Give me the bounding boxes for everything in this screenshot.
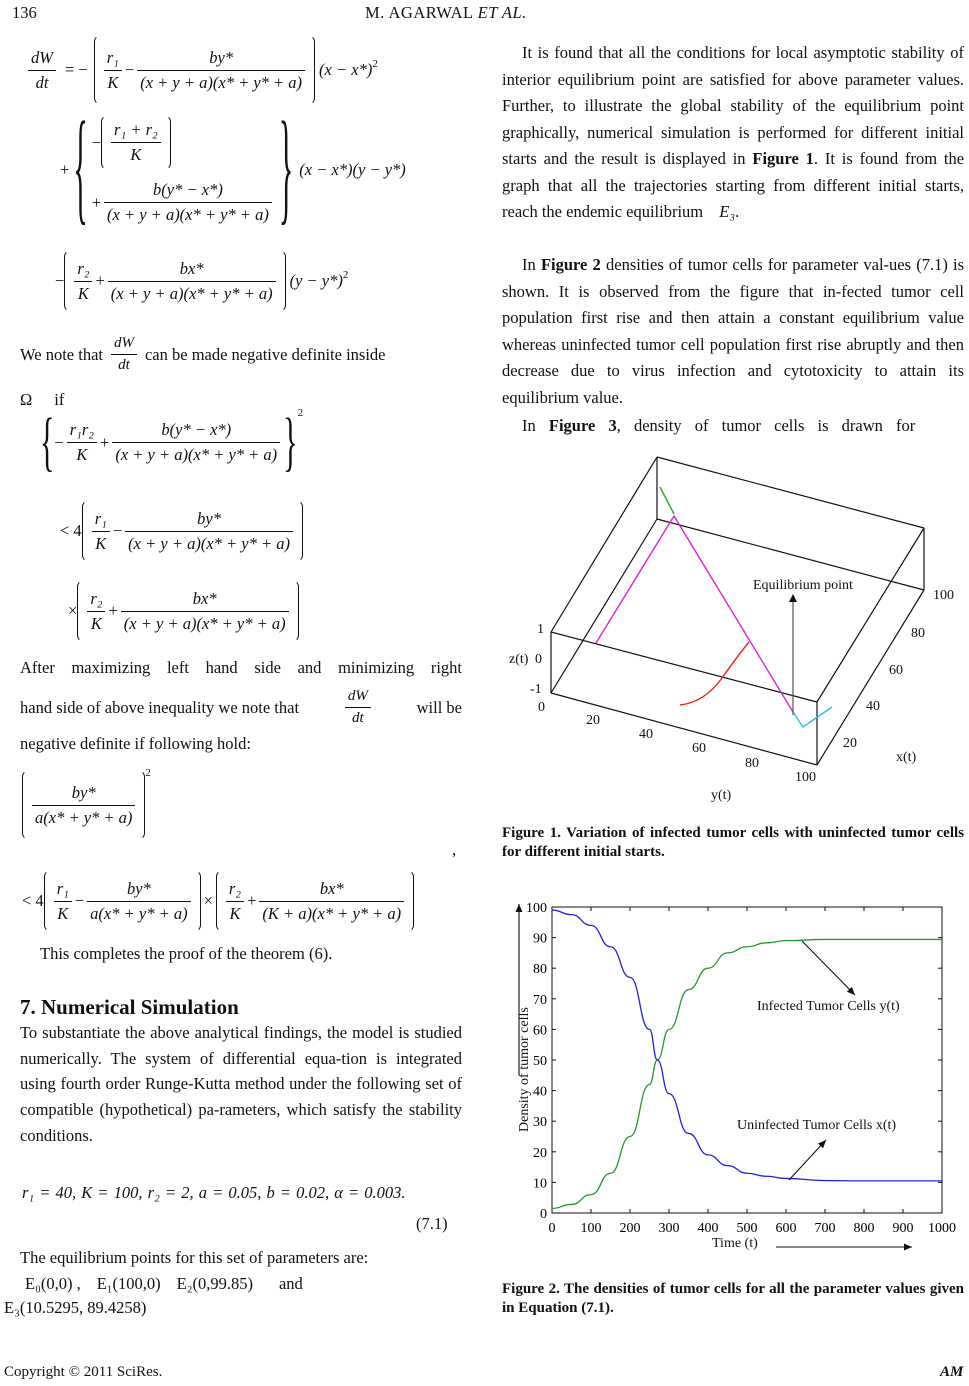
et-al: ET AL. — [477, 3, 527, 22]
equilibrium-label: Equilibrium point — [753, 578, 853, 593]
z-tick: 0 — [535, 652, 542, 667]
z-axis-label: z(t) — [509, 652, 529, 667]
y-tick: 100 — [795, 770, 816, 785]
annotation-infected: Infected Tumor Cells y(t) — [757, 999, 900, 1014]
parameter-values: r₁ = 40, K = 100, r₂ = 2, a = 0.05, b = 0.02, α = 0.003. — [22, 1183, 406, 1202]
y-tick: 60 — [692, 741, 706, 756]
x-tick-label: 600 — [775, 1221, 797, 1236]
after-line3: negative definite if following hold: — [20, 734, 251, 753]
y-tick-label: 50 — [533, 1054, 547, 1069]
annotation-arrow-infected — [802, 941, 855, 995]
figure3-link[interactable]: Figure 3 — [548, 416, 617, 435]
after-line1: After maximizing left hand side and minimizing right — [20, 658, 462, 677]
figure2-caption: Figure 2. The densities of tumor cells for all the parameter values given in Equation (7.1). — [502, 1281, 964, 1316]
y-tick-label: 70 — [533, 992, 547, 1008]
x-tick-label: 800 — [853, 1221, 875, 1236]
inequality-line1: { − $\frac{\text{r₁r₂}}{K}$ + $\frac{b(y* - x*)}{(x + y + a)(x* + y* + a)}$ } 2 — [40, 405, 304, 478]
y-tick-label: 60 — [533, 1023, 547, 1039]
annotation-uninfected: Uninfected Tumor Cells x(t) — [737, 1118, 897, 1133]
equilibrium-points: E₀(0,0) , E₁(100,0) E₂(0,99.85) and — [25, 1274, 303, 1293]
plot-frame — [552, 907, 942, 1213]
figure1-caption: Figure 1. Variation of infected tumor cells with uninfected tumor cells for different initial starts. — [502, 825, 964, 860]
footer-copyright: Copyright © 2011 SciRes. — [4, 1364, 163, 1380]
point-E3: E₃(10.5295, 89.4258) — [4, 1298, 147, 1317]
x-axis-label: x(t) — [896, 750, 917, 765]
y-tick-label: 20 — [533, 1145, 547, 1161]
authors: M. AGARWAL — [365, 3, 473, 22]
x-tick-label: 200 — [619, 1221, 641, 1236]
x-tick-label: 400 — [697, 1221, 719, 1236]
paragraph-figure3: In Figure 3, density of tumor cells is drawn for — [522, 416, 916, 435]
y-tick-label: 100 — [526, 901, 547, 916]
x-axis-direction-arrow-head — [904, 1244, 912, 1251]
x-tick-label: 0 — [548, 1221, 556, 1236]
x-tick-label: 300 — [658, 1221, 680, 1236]
y-tick-label: 10 — [533, 1176, 547, 1192]
equation-dwdt-line1: $\frac{dW}{dt}$ = − $\frac{\text{r₁}}{K}$ − $\frac{by*}{(x + y + a)(x* + y* + a)}$ (x − x*) 2 — [25, 35, 378, 105]
condition-line1: $\frac{by*}{a(x* + y* + a)}$ 2 — [22, 770, 151, 840]
equation-number: (7.1) — [416, 1214, 448, 1233]
z-tick: 1 — [537, 622, 544, 637]
y-tick-label: 30 — [533, 1115, 547, 1131]
x-tick-label: 1000 — [928, 1221, 956, 1236]
paragraph-stability: It is found that all the conditions for local asymptotic stability of interior equilibrium point are satisfied for above parameter values. Further, to illustrate the global stability of the equilibrium point graphically, numerical simulation is performed for different initial starts and the result is displayed in Figure 1. It is found from the graph that all the trajectories starting from different initial starts, reach the endemic equilibrium E₃. — [502, 43, 965, 221]
y-tick: 0 — [538, 700, 545, 715]
y-axis-title: Density of tumor cells — [517, 1007, 532, 1132]
x-tick-label: 900 — [892, 1221, 914, 1236]
y-tick: 40 — [639, 727, 653, 742]
y-axis-label: y(t) — [711, 788, 732, 803]
omega-if: Ω if — [20, 390, 65, 409]
section-title: 7. Numerical Simulation — [20, 995, 239, 1019]
after-line2: hand side of above inequality we note that $\frac{dW}{dt}$ will be — [20, 688, 462, 726]
point-E0: E₀(0,0) , — [25, 1274, 81, 1293]
y-tick-label: 40 — [533, 1084, 547, 1100]
x-tick: 40 — [866, 699, 880, 714]
inequality-line2: < 4 $\frac{\text{r₁}}{K}$ − $\frac{by*}{(x + y + a)(x* + y* + a)}$ — [60, 500, 303, 562]
x-tick-label: 500 — [736, 1221, 758, 1236]
x-tick: 100 — [933, 588, 954, 603]
page-number: 136 — [12, 3, 37, 22]
paragraph-figure2: In Figure 2 densities of tumor cells for parameter val-ues (7.1) is shown. It is observed from the figure that in-fected tumor cell population first rise and then attain a constant equilibrium value whereas uninfected tumor cell population first rise abruptly and then decrease due to virus infection and cytotoxicity to attain its equilibrium value. — [502, 255, 965, 407]
annotation-arrow-uninfected — [789, 1140, 826, 1180]
inequality-line3: × $\frac{\text{r₂}}{K}$ + $\frac{bx*}{(x + y + a)(x* + y* + a)}$ — [68, 580, 299, 642]
equation-dwdt-line3: − $\frac{\text{r₂}}{K}$ + $\frac{bx*}{(x + y + a)(x* + y* + a)}$ (y − y*) 2 — [55, 250, 348, 312]
simulation-paragraph: To substantiate the above analytical findings, the model is studied numerically. The system of differential equa-tion is integrated using fourth order Runge-Kutta method under the following set of compatible (hypothetical) pa-rameters, which satisfy the stability conditions. — [20, 1023, 462, 1145]
equation-dwdt-line2: + { − $\frac{\text{r₁ + r₂}}{K}$ + $\frac{b(y* - x*)}{(x + y + a)(x* + y* + a)}$ } (x − x*)(y − y*) — [60, 98, 406, 238]
series-uninfected-line — [552, 910, 942, 1181]
equilibrium-intro: The equilibrium points for this set of parameters are: — [20, 1248, 369, 1267]
x-axis-title: Time (t) — [712, 1236, 758, 1251]
figure2-link[interactable]: Figure 2 — [540, 255, 601, 274]
x-tick: 20 — [843, 736, 857, 751]
z-tick: -1 — [530, 682, 542, 697]
y-axis-direction-arrow-head — [516, 904, 523, 912]
note-paragraph: We note that $\frac{dW}{dt}$ can be made negative definite inside — [20, 335, 386, 373]
condition-line2: < 4 $\frac{\text{r₁}}{K}$ − $\frac{by*}{a(x* + y* + a)}$ × $\frac{\text{r₂}}{K}$ + $\frac{bx*}{(K + a)(x* + y* + a)}$ — [22, 870, 414, 932]
y-tick: 20 — [586, 713, 600, 728]
y-tick-label: 80 — [533, 962, 547, 978]
x-tick: 80 — [911, 626, 925, 641]
x-tick-label: 100 — [580, 1221, 602, 1236]
x-tick: 60 — [889, 663, 903, 678]
y-tick-label: 0 — [540, 1207, 547, 1222]
x-tick-label: 700 — [814, 1221, 836, 1236]
point-E1: E₁(100,0) — [96, 1274, 161, 1293]
figure1-link[interactable]: Figure 1 — [752, 149, 814, 168]
proof-complete: This completes the proof of the theorem (6). — [40, 944, 333, 963]
y-tick: 80 — [745, 756, 759, 771]
footer-journal: AM — [940, 1364, 964, 1380]
y-tick-label: 90 — [533, 931, 547, 947]
series-infected-line — [552, 939, 942, 1208]
point-E2: E₂(0,99.85) — [176, 1274, 253, 1293]
condition-comma: , — [452, 840, 457, 859]
